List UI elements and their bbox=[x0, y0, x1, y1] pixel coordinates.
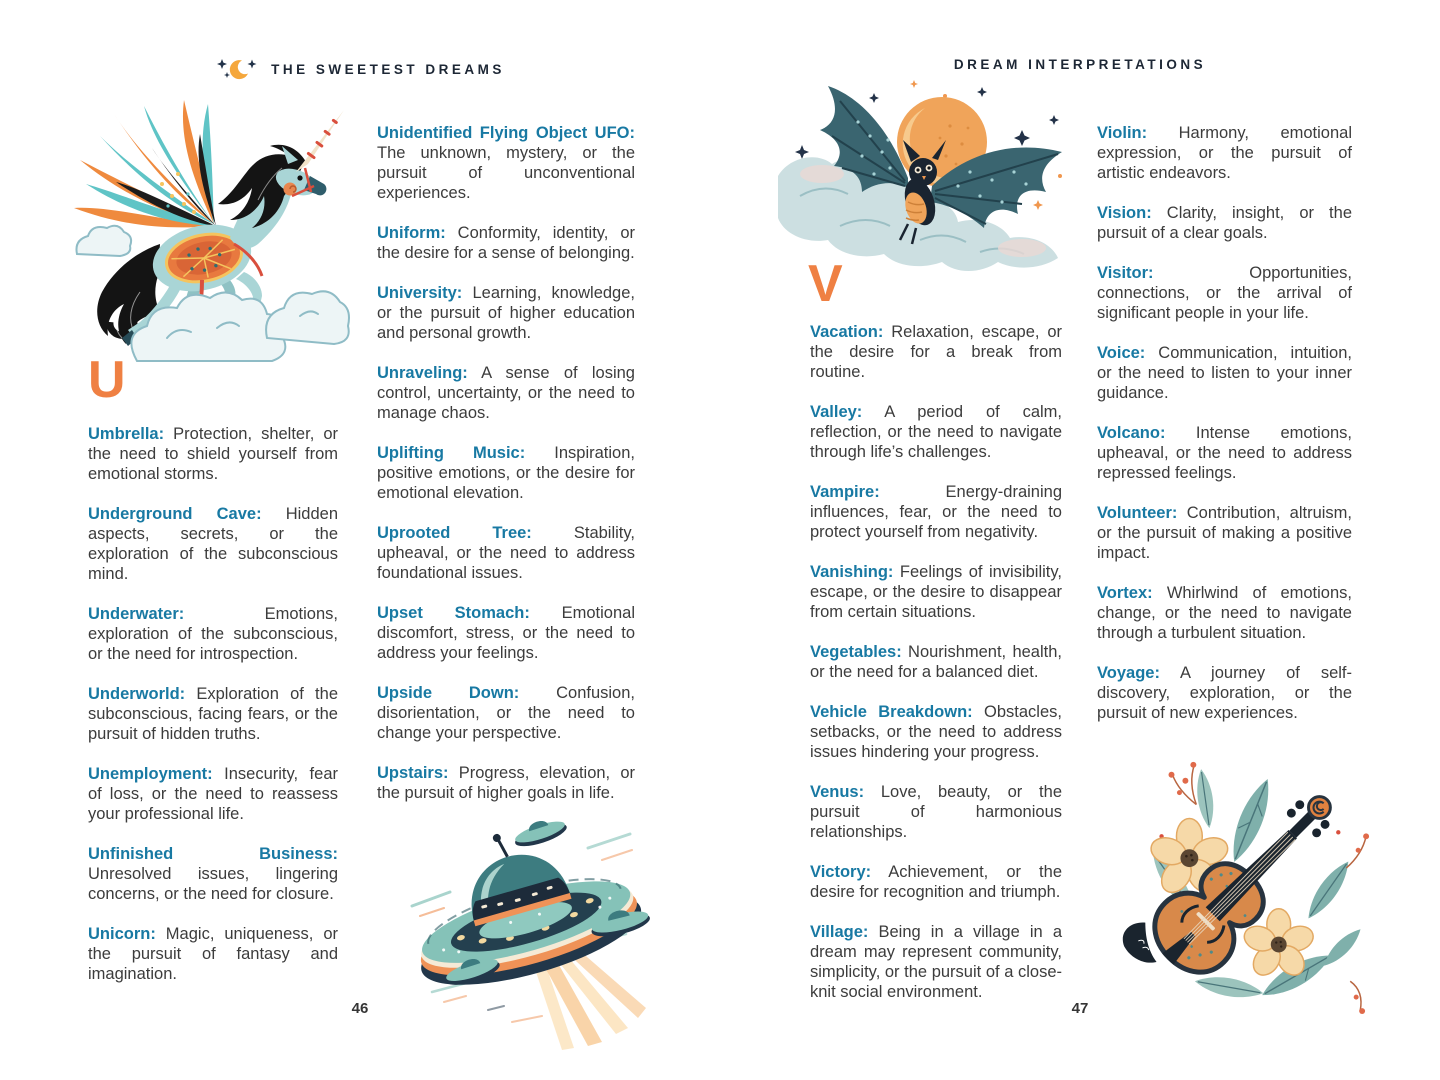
dictionary-entry bbox=[810, 782, 1062, 842]
entry-definition: A sense of losing control, uncertainty, or the need to manage chaos. bbox=[377, 364, 635, 422]
entry-definition: Clarity, insight, or the pursuit of a clear goals. bbox=[1097, 204, 1352, 242]
dictionary-entry bbox=[810, 482, 1062, 542]
entry-definition: Obstacles, setbacks, or the need to address issues hindering your progress. bbox=[810, 703, 1062, 761]
entry-definition: Harmony, emotional expression, or the pursuit of artistic endeavors. bbox=[1097, 124, 1352, 182]
entry-definition: Magic, uniqueness, or the pursuit of fantasy and imagination. bbox=[88, 925, 338, 983]
entry-term: Uniform: bbox=[377, 224, 446, 242]
entry-term: Upstairs: bbox=[377, 764, 449, 782]
entry-definition: Stability, upheaval, or the need to address foundational issues. bbox=[377, 524, 635, 582]
dictionary-entry bbox=[810, 702, 1062, 762]
entry-term: Vehicle Breakdown: bbox=[810, 703, 973, 721]
section-letter-v: V bbox=[808, 255, 843, 313]
dictionary-entry bbox=[810, 402, 1062, 462]
section-letter-u: U bbox=[88, 351, 126, 409]
dictionary-entry bbox=[1097, 663, 1352, 723]
dictionary-entry bbox=[377, 443, 635, 503]
dictionary-entry bbox=[1097, 343, 1352, 403]
entry-term: Unemployment: bbox=[88, 765, 213, 783]
dictionary-entry bbox=[377, 683, 635, 743]
dictionary-entry bbox=[810, 562, 1062, 622]
entry-definition: Inspiration, positive emotions, or the desire for emotional elevation. bbox=[377, 444, 635, 502]
entry-term: Volcano: bbox=[1097, 424, 1166, 442]
dictionary-entry bbox=[1097, 423, 1352, 483]
dictionary-entry bbox=[1097, 203, 1352, 243]
entry-definition: Unresolved issues, lingering concerns, or the need for closure. bbox=[88, 865, 338, 903]
entry-term: Vortex: bbox=[1097, 584, 1153, 602]
entry-term: Underground Cave: bbox=[88, 505, 262, 523]
entry-term: Unfinished Business: bbox=[88, 845, 338, 863]
entry-term: University: bbox=[377, 284, 463, 302]
entry-definition: Contribution, altruism, or the pursuit of making a positive impact. bbox=[1097, 504, 1352, 562]
entry-definition: Intense emotions, upheaval, or the need to address repressed feelings. bbox=[1097, 424, 1352, 482]
entry-definition: Exploration of the subconscious, facing fears, or the pursuit of hidden truths. bbox=[88, 685, 338, 743]
left-page-number: 46 bbox=[351, 1000, 369, 1017]
entry-definition: The unknown, mystery, or the pursuit of unconventional experiences. bbox=[377, 144, 635, 202]
entry-term: Vampire: bbox=[810, 483, 880, 501]
entry-definition: Hidden aspects, secrets, or the exploration of the subconscious mind. bbox=[88, 505, 339, 583]
entry-definition: Feelings of invisibility, escape, or the desire to disappear from certain situations. bbox=[810, 563, 1062, 621]
dictionary-entry bbox=[88, 684, 338, 744]
dictionary-entry bbox=[88, 424, 338, 484]
unicorn-illustration bbox=[52, 76, 352, 371]
dictionary-entry bbox=[377, 283, 635, 343]
dictionary-entry bbox=[88, 764, 338, 824]
entry-definition: Being in a village in a dream may represent community, simplicity, or the pursuit of a close-knit social environment. bbox=[810, 923, 1062, 1001]
entry-definition: Emotional discomfort, stress, or the need to address your feelings. bbox=[377, 604, 635, 662]
entry-definition: Insecurity, fear of loss, or the need to reassess your professional life. bbox=[88, 765, 338, 823]
entry-definition: Achievement, or the desire for recognition and triumph. bbox=[810, 863, 1062, 901]
entry-definition: Emotions, exploration of the subconscious, or the need for introspection. bbox=[88, 605, 338, 663]
entry-definition: Protection, shelter, or the need to shield yourself from emotional storms. bbox=[88, 425, 338, 483]
entry-term: Umbrella: bbox=[88, 425, 165, 443]
entry-definition: A period of calm, reflection, or the need to navigate through life’s challenges. bbox=[810, 403, 1062, 461]
left-page-column-2 bbox=[377, 123, 635, 823]
dictionary-entry bbox=[810, 862, 1062, 902]
dictionary-entry bbox=[377, 603, 635, 663]
entry-term: Unraveling: bbox=[377, 364, 468, 382]
entry-definition: Communication, intuition, or the need to listen to your inner guidance. bbox=[1097, 344, 1352, 402]
entry-term: Visitor: bbox=[1097, 264, 1154, 282]
entry-term: Uprooted Tree: bbox=[377, 524, 532, 542]
dictionary-entry bbox=[1097, 503, 1352, 563]
dictionary-entry bbox=[377, 763, 635, 803]
dictionary-entry bbox=[88, 604, 338, 664]
entry-term: Underworld: bbox=[88, 685, 186, 703]
dictionary-entry bbox=[1097, 263, 1352, 323]
entry-definition: Confusion, disorientation, or the need to change your perspective. bbox=[377, 684, 635, 742]
entry-term: Vanishing: bbox=[810, 563, 894, 581]
right-page-column-2 bbox=[1097, 123, 1352, 743]
dictionary-entry bbox=[88, 844, 338, 904]
dictionary-entry bbox=[377, 123, 635, 203]
right-page-number: 47 bbox=[1071, 1000, 1089, 1017]
entry-definition: Love, beauty, or the pursuit of harmonious relationships. bbox=[810, 783, 1062, 841]
dictionary-entry bbox=[810, 322, 1062, 382]
entry-term: Upside Down: bbox=[377, 684, 520, 702]
dictionary-entry bbox=[88, 504, 338, 584]
entry-definition: Whirlwind of emotions, change, or the need to navigate through a turbulent situation. bbox=[1097, 584, 1352, 642]
entry-term: Victory: bbox=[810, 863, 872, 881]
dictionary-entry bbox=[1097, 123, 1352, 183]
right-page-column-1 bbox=[810, 322, 1062, 1022]
entry-term: Venus: bbox=[810, 783, 865, 801]
entry-term: Unicorn: bbox=[88, 925, 156, 943]
entry-definition: A journey of self-discovery, exploration, or the pursuit of new experiences. bbox=[1097, 664, 1352, 722]
entry-definition: Progress, elevation, or the pursuit of higher goals in life. bbox=[377, 764, 635, 802]
entry-term: Village: bbox=[810, 923, 869, 941]
dictionary-entry bbox=[810, 922, 1062, 1002]
entry-term: Uplifting Music: bbox=[377, 444, 526, 462]
left-page-column-1 bbox=[88, 424, 338, 1004]
entry-definition: Opportunities, connections, or the arrival of significant people in your life. bbox=[1097, 264, 1352, 322]
dictionary-entry bbox=[810, 642, 1062, 682]
entry-term: Vacation: bbox=[810, 323, 884, 341]
entry-definition: Energy-draining influences, fear, or the need to protect yourself from negativity. bbox=[810, 483, 1062, 541]
entry-term: Upset Stomach: bbox=[377, 604, 530, 622]
left-page-header-title: THE SWEETEST DREAMS bbox=[271, 61, 505, 77]
dictionary-entry bbox=[88, 924, 338, 984]
dictionary-entry bbox=[1097, 583, 1352, 643]
entry-term: Vegetables: bbox=[810, 643, 902, 661]
entry-term: Voice: bbox=[1097, 344, 1146, 362]
entry-term: Volunteer: bbox=[1097, 504, 1178, 522]
entry-term: Voyage: bbox=[1097, 664, 1160, 682]
wing-feathers bbox=[74, 100, 216, 227]
entry-definition: Learning, knowledge, or the pursuit of higher education and personal growth. bbox=[377, 284, 635, 342]
entry-term: Unidentified Flying Object UFO: bbox=[377, 124, 635, 142]
entry-term: Vision: bbox=[1097, 204, 1152, 222]
dictionary-entry bbox=[377, 363, 635, 423]
entry-term: Violin: bbox=[1097, 124, 1148, 142]
right-page-header-title: DREAM INTERPRETATIONS bbox=[953, 56, 1207, 72]
entry-definition: Nourishment, health, or the need for a balanced diet. bbox=[810, 643, 1062, 681]
entry-term: Valley: bbox=[810, 403, 863, 421]
entry-term: Underwater: bbox=[88, 605, 185, 623]
entry-definition: Conformity, identity, or the desire for a sense of belonging. bbox=[377, 224, 635, 262]
dictionary-entry bbox=[377, 223, 635, 263]
violin-illustration bbox=[1102, 740, 1380, 1020]
dictionary-entry bbox=[377, 523, 635, 583]
entry-definition: Relaxation, escape, or the desire for a break from routine. bbox=[810, 323, 1062, 381]
